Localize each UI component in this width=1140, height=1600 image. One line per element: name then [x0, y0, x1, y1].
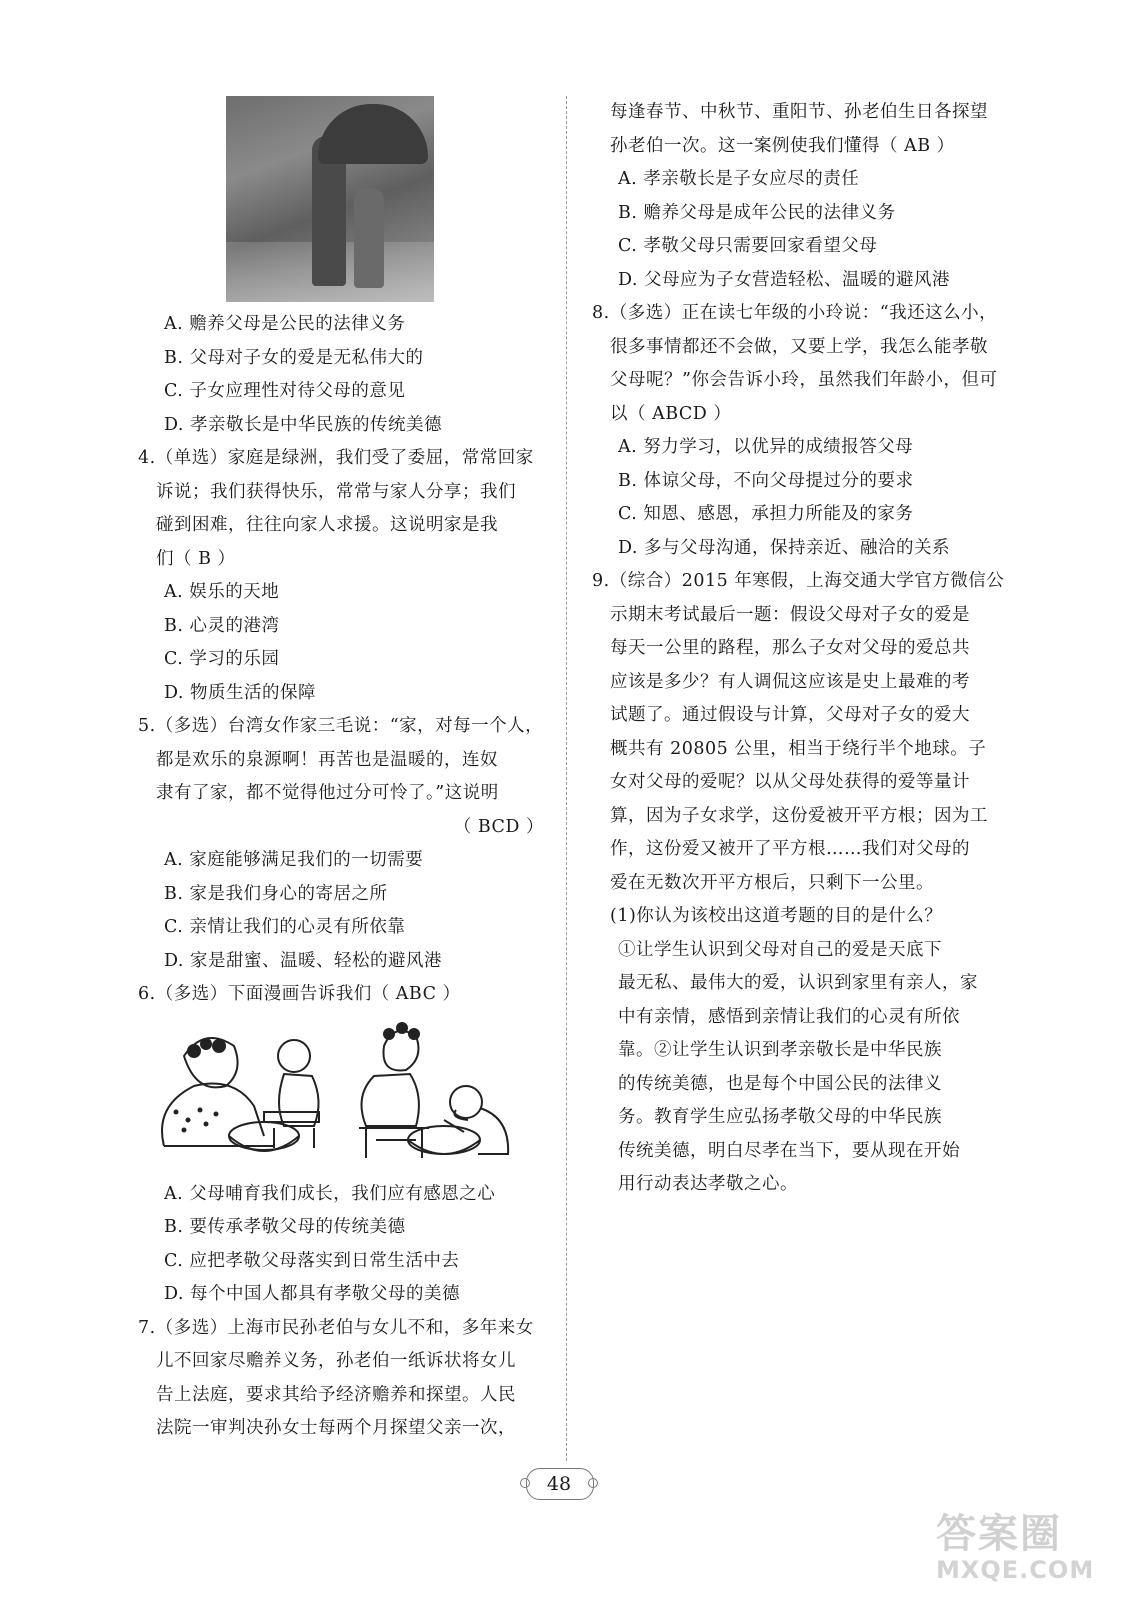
- q5-option-c: C. 亲情让我们的心灵有所依靠: [164, 917, 406, 937]
- page-number: [520, 1464, 598, 1504]
- q4-line: 们（ B ）: [156, 548, 236, 569]
- q3-option-b: B. 父母对子女的爱是无私伟大的: [164, 347, 424, 368]
- q4-option-a: A. 娱乐的天地: [164, 582, 280, 602]
- right-column: [592, 96, 1022, 1202]
- q5-line: 5.（多选）台湾女作家三毛说：“家，对每一个人，: [138, 716, 544, 736]
- q4-option-c: C. 学习的乐园: [164, 649, 280, 669]
- q8-line: 父母呢？”你会告诉小玲，虽然我们年龄小，但可: [610, 370, 998, 390]
- question-8: [592, 297, 1022, 565]
- q6-option-c: C. 应把孝敬父母落实到日常生活中去: [164, 1250, 460, 1271]
- q9-line: 作，这份爱又被开了平方根……我们对父母的: [610, 839, 970, 859]
- q8-option-a: A. 努力学习，以优异的成绩报答父母: [618, 437, 914, 457]
- watermark-logo: [936, 1512, 1126, 1592]
- q8-option-c: C. 知恩、感恩，承担力所能及的家务: [618, 504, 914, 524]
- q9-line: 爱在无数次开平方根后，只剩下一公里。: [610, 872, 934, 893]
- q3-option-a: A. 赡养父母是公民的法律义务: [164, 314, 406, 334]
- q5-line: 隶有了家，都不觉得他过分可怜了。”这说明: [156, 783, 499, 803]
- umbrella-photo: [226, 96, 434, 302]
- q8-line: 以（ ABCD ）: [610, 403, 732, 424]
- q4-line: 诉说；我们获得快乐，常常与家人分享；我们: [156, 481, 516, 502]
- q9-line: 9.（综合）2015 年寒假，上海交通大学官方微信公: [592, 571, 1005, 591]
- question-7-continued: [592, 96, 1022, 297]
- q3-option-d: D. 孝亲敬长是中华民族的传统美德: [164, 414, 443, 435]
- watermark-en: MXQE.COM: [936, 1556, 1095, 1584]
- q5-option-b: B. 家是我们身心的寄居之所: [164, 883, 388, 904]
- q9-line: 试题了。通过假设与计算，父母对子女的爱大: [610, 705, 970, 725]
- q9-sub-question: (1)你认为该校出这道考题的目的是什么？: [610, 906, 943, 926]
- q4-line: 4.（单选）家庭是绿洲，我们受了委屈，常常回家: [138, 448, 534, 468]
- q7-option-d: D. 父母应为子女营造轻松、温暖的避风港: [618, 269, 951, 290]
- q7-option-c: C. 孝敬父母只需要回家看望父母: [618, 236, 878, 256]
- q9-line: 算，因为子女求学，这份爱被开平方根；因为工: [610, 805, 988, 826]
- q9-answer-line: 最无私、最伟大的爱，认识到家里有亲人，家: [618, 973, 978, 993]
- q6-option-b: B. 要传承孝敬父母的传统美德: [164, 1217, 406, 1237]
- question-9: [592, 565, 1022, 1202]
- question-4: [138, 442, 558, 710]
- q9-answer-line: 传统美德，明白尽孝在当下，要从现在开始: [618, 1140, 960, 1161]
- q6-line: 6.（多选）下面漫画告诉我们（ ABC ）: [138, 984, 461, 1004]
- page-number-text: 48: [546, 1473, 572, 1495]
- q9-line: 每天一公里的路程，那么子女对父母的爱总共: [610, 638, 970, 658]
- q7-line: 儿不回家尽赡养义务，孙老伯一纸诉状将女儿: [156, 1351, 516, 1371]
- q9-answer-line: 中有亲情，感悟到亲情让我们的心灵有所依: [618, 1006, 960, 1027]
- q7-cont-line: 每逢春节、中秋节、重阳节、孙老伯生日各探望: [610, 102, 988, 122]
- q9-answer-line: 靠。②让学生认识到孝亲敬长是中华民族: [618, 1040, 942, 1060]
- question-7: [138, 1312, 558, 1446]
- q7-option-a: A. 孝亲敬长是子女应尽的责任: [618, 169, 860, 189]
- q4-line: 碰到困难，往往向家人求援。这说明家是我: [156, 515, 498, 535]
- q6-option-a: A. 父母哺育我们成长，我们应有感恩之心: [164, 1183, 496, 1204]
- q4-option-b: B. 心灵的港湾: [164, 615, 280, 636]
- q7-line: 告上法庭，要求其给予经济赡养和探望。人民: [156, 1384, 516, 1405]
- q3-options: [138, 308, 558, 442]
- q4-option-d: D. 物质生活的保障: [164, 682, 317, 703]
- question-5: [138, 710, 558, 978]
- q7-option-b: B. 赡养父母是成年公民的法律义务: [618, 202, 896, 223]
- q5-option-d: D. 家是甜蜜、温暖、轻松的避风港: [164, 950, 443, 971]
- column-divider: [566, 96, 567, 1461]
- question-6: [138, 978, 558, 1312]
- q9-line: 示期末考试最后一题：假设父母对子女的爱是: [610, 604, 970, 625]
- q7-line: 7.（多选）上海市民孙老伯与女儿不和，多年来女: [138, 1317, 534, 1338]
- q8-option-d: D. 多与父母沟通，保持亲近、融洽的关系: [618, 537, 951, 558]
- q9-line: 概共有 20805 公里，相当于绕行半个地球。子: [610, 738, 987, 759]
- ornament-icon: [520, 1478, 530, 1488]
- watermark-cn: 答案圈: [936, 1511, 1062, 1557]
- q5-option-a: A. 家庭能够满足我们的一切需要: [164, 850, 424, 870]
- ornament-icon: [588, 1478, 598, 1488]
- q9-line: 应该是多少？有人调侃这应该是史上最难的考: [610, 671, 970, 692]
- q9-answer-line: ①让学生认识到父母对自己的爱是天底下: [618, 939, 942, 960]
- q8-option-b: B. 体谅父母，不向父母提过分的要求: [618, 470, 914, 491]
- q9-answer-line: 用行动表达孝敬之心。: [618, 1174, 798, 1194]
- q8-line: 很多事情都还不会做，又要上学，我怎么能孝敬: [610, 336, 988, 357]
- q7-line: 法院一审判决孙女士每两个月探望父亲一次，: [156, 1418, 516, 1438]
- q6-option-d: D. 每个中国人都具有孝敬父母的美德: [164, 1284, 461, 1304]
- left-column: [138, 96, 558, 1446]
- q3-option-c: C. 子女应理性对待父母的意见: [164, 381, 406, 401]
- q8-line: 8.（多选）正在读七年级的小玲说：“我还这么小，: [592, 303, 998, 323]
- q5-answer: （ BCD ）: [453, 816, 544, 837]
- q5-line: 都是欢乐的泉源啊！再苦也是温暖的，连奴: [156, 749, 498, 770]
- q9-answer-line: 的传统美德，也是每个中国公民的法律义: [618, 1073, 942, 1094]
- filial-piety-cartoon: [144, 1016, 524, 1166]
- q9-line: 女对父母的爱呢？以从父母处获得的爱等量计: [610, 772, 970, 792]
- q9-answer-line: 务。教育学生应弘扬孝敬父母的中华民族: [618, 1107, 942, 1127]
- q7-cont-line: 孙老伯一次。这一案例使我们懂得（ AB ）: [610, 135, 955, 156]
